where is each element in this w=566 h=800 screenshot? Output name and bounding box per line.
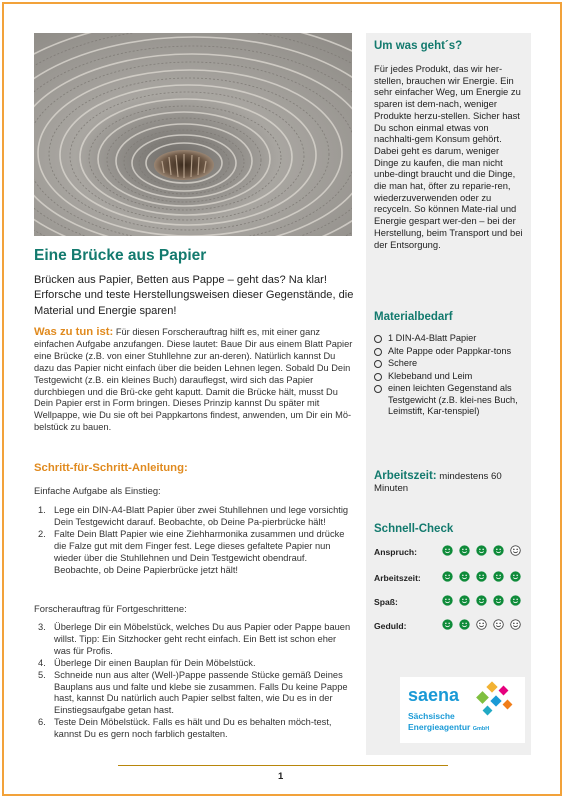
logo-line1: Sächsische (408, 711, 455, 721)
list-item: 2. Falte Dein Blatt Papier wie eine Ziehharmonika zusammen und drücke die Falze gut mit dem Finger fest. Lege dieses gefaltete Papier nun wieder über die Stuhllehnen und Dein Testgewicht obendrauf. Beobachte, ob Deine Papierbrücke jetzt hält! (38, 528, 345, 575)
logo-name: saena (408, 685, 460, 705)
smiley-filled-icon (493, 571, 504, 582)
material-section (374, 311, 526, 419)
advanced-task-label: Forscherauftrag für Fortgeschrittene: (34, 603, 187, 614)
logo-line2: Energieagentur GmbH (408, 722, 490, 732)
check-row: Spaß: (374, 595, 524, 609)
bullet-circle-icon (374, 348, 382, 356)
bullet-circle-icon (374, 360, 382, 368)
smiley-filled-icon (442, 545, 453, 556)
check-title: Schnell-Check (374, 523, 454, 535)
check-section (374, 523, 526, 535)
bullet-circle-icon (374, 335, 382, 343)
list-item: einen leichten Gegenstand als Testgewicht (z.B. klei-nes Buch, Leimstift, Kar-tenspiel) (374, 383, 526, 418)
material-list (374, 333, 526, 418)
saena-logo (400, 677, 525, 743)
why-title: Um was geht´s? (374, 40, 463, 52)
time-label: Arbeitszeit: (374, 470, 437, 482)
easy-steps-list (34, 505, 354, 576)
bullet-circle-icon (374, 373, 382, 381)
smiley-outline-icon (510, 545, 521, 556)
smiley-filled-icon (476, 571, 487, 582)
list-item: Schere (374, 358, 526, 370)
smiley-outline-icon (510, 619, 521, 630)
smiley-filled-icon (442, 619, 453, 630)
hero-photo-cardboard (34, 33, 352, 236)
sidebar (366, 33, 531, 755)
smiley-filled-icon (476, 595, 487, 606)
list-item: 5. Schneide nun aus alter (Well-)Pappe passende Stücke gemäß Deines Bauplans aus und falte und klebe sie zusammen. Falls Du keine Pappe hast, kannst Du natürlich auch Papier selbst falten, wie Du es in der Einstiegsaufgabe getan hast. (38, 669, 348, 716)
task-paragraph (34, 327, 354, 434)
time-section (374, 470, 526, 495)
list-item: Alte Pappe oder Pappkar-tons (374, 346, 526, 358)
steps-heading: Schritt-für-Schritt-Anleitung: (34, 462, 188, 474)
why-section (374, 40, 526, 250)
list-item: 4. Überlege Dir einen Bauplan für Dein Möbelstück. (38, 657, 256, 668)
smiley-filled-icon (459, 595, 470, 606)
material-title: Materialbedarf (374, 311, 453, 323)
smiley-filled-icon (493, 545, 504, 556)
footer-divider (118, 765, 448, 766)
easy-task-label: Einfache Aufgabe als Einstieg: (34, 485, 161, 496)
page-number: 1 (278, 771, 284, 782)
smiley-filled-icon (476, 545, 487, 556)
smiley-filled-icon (510, 571, 521, 582)
list-item: 6. Teste Dein Möbelstück. Falls es hält und Du es behalten möch-test, kannst Du es gern noch farblich gestalten. (38, 717, 332, 740)
page-title: Eine Brücke aus Papier (34, 247, 207, 264)
smiley-filled-icon (493, 595, 504, 606)
smiley-filled-icon (459, 571, 470, 582)
smiley-filled-icon (442, 571, 453, 582)
advanced-steps-list (34, 622, 354, 741)
smiley-filled-icon (459, 619, 470, 630)
time-value: mindestens 60 Minuten (374, 471, 502, 494)
check-row: Anspruch: (374, 545, 524, 559)
check-row: Arbeitszeit: (374, 571, 524, 585)
smiley-filled-icon (510, 595, 521, 606)
intro-text: Brücken aus Papier, Betten aus Pappe – geht das? Na klar! Erforsche und teste Herstellungsweisen dieser Gegenstände, die Material und Energie sparen! (34, 274, 354, 317)
list-item: 3. Überlege Dir ein Möbelstück, welches Du aus Papier oder Pappe bauen willst. Tipp: Ein Sitzhocker geht recht einfach. Ein Bett ist schon eher was für Profis. (38, 622, 351, 656)
smiley-filled-icon (442, 595, 453, 606)
why-text: Für jedes Produkt, das wir her-stellen, brauchen wir Energie. Ein sehr einfacher Weg, um Energie zu sparen ist dem-nach, weniger Produkte herzu-stellen. Sicher hast Du schon einmal etwas von nachhalti-gem Konsum gehört. Dabei geht es darum, weniger Dinge zu kaufen, die man nicht unbe-dingt braucht und die Dinge, die man hat, öfter zu reparie-ren, wiederzuverwenden oder zu recyceln. So können Mate-rial und Energie gespart wer-den – bei der Herstellung, beim Transport und bei der Entsorgung. (374, 63, 523, 250)
task-heading: Was zu tun ist: (34, 326, 114, 338)
check-row: Geduld: (374, 619, 524, 633)
bullet-circle-icon (374, 385, 382, 393)
smiley-outline-icon (476, 619, 487, 630)
smiley-outline-icon (493, 619, 504, 630)
list-item: 1. Lege ein DIN-A4-Blatt Papier über zwei Stuhllehnen und lege vorsichtig Dein Testgewicht darauf. Beobachte, ob Deine Pa-pierbrücke hält! (38, 505, 349, 527)
list-item: Klebeband und Leim (374, 371, 526, 383)
list-item: 1 DIN-A4-Blatt Papier (374, 333, 526, 345)
task-text: Für diesen Forscherauftrag hilft es, mit einer ganz einfachen Aufgabe anzufangen. Diese lautet: Baue Dir aus einem Blatt Papier eine Brücke (z.B. von einer Stuhllehne zur an-deren). Natürlich kannst Du dazu das Papier nicht einfach über die beiden Lehnen legen. Sobald Du Dein Testgewicht (z.B. ein kleines Buch) darauflegst, wird sich das Papier durchbiegen und die Brü-cke geht kaputt. Damit die Brücke hält, musst Du Dein Papier erst in Form bringen. Dieses Prinzip kannst Du später mit Wellpappe, wie Du sie oft bei Pappkartons findest, anwenden, um Dir ein Mö-belstück zu bauen. (34, 327, 353, 433)
smiley-filled-icon (459, 545, 470, 556)
